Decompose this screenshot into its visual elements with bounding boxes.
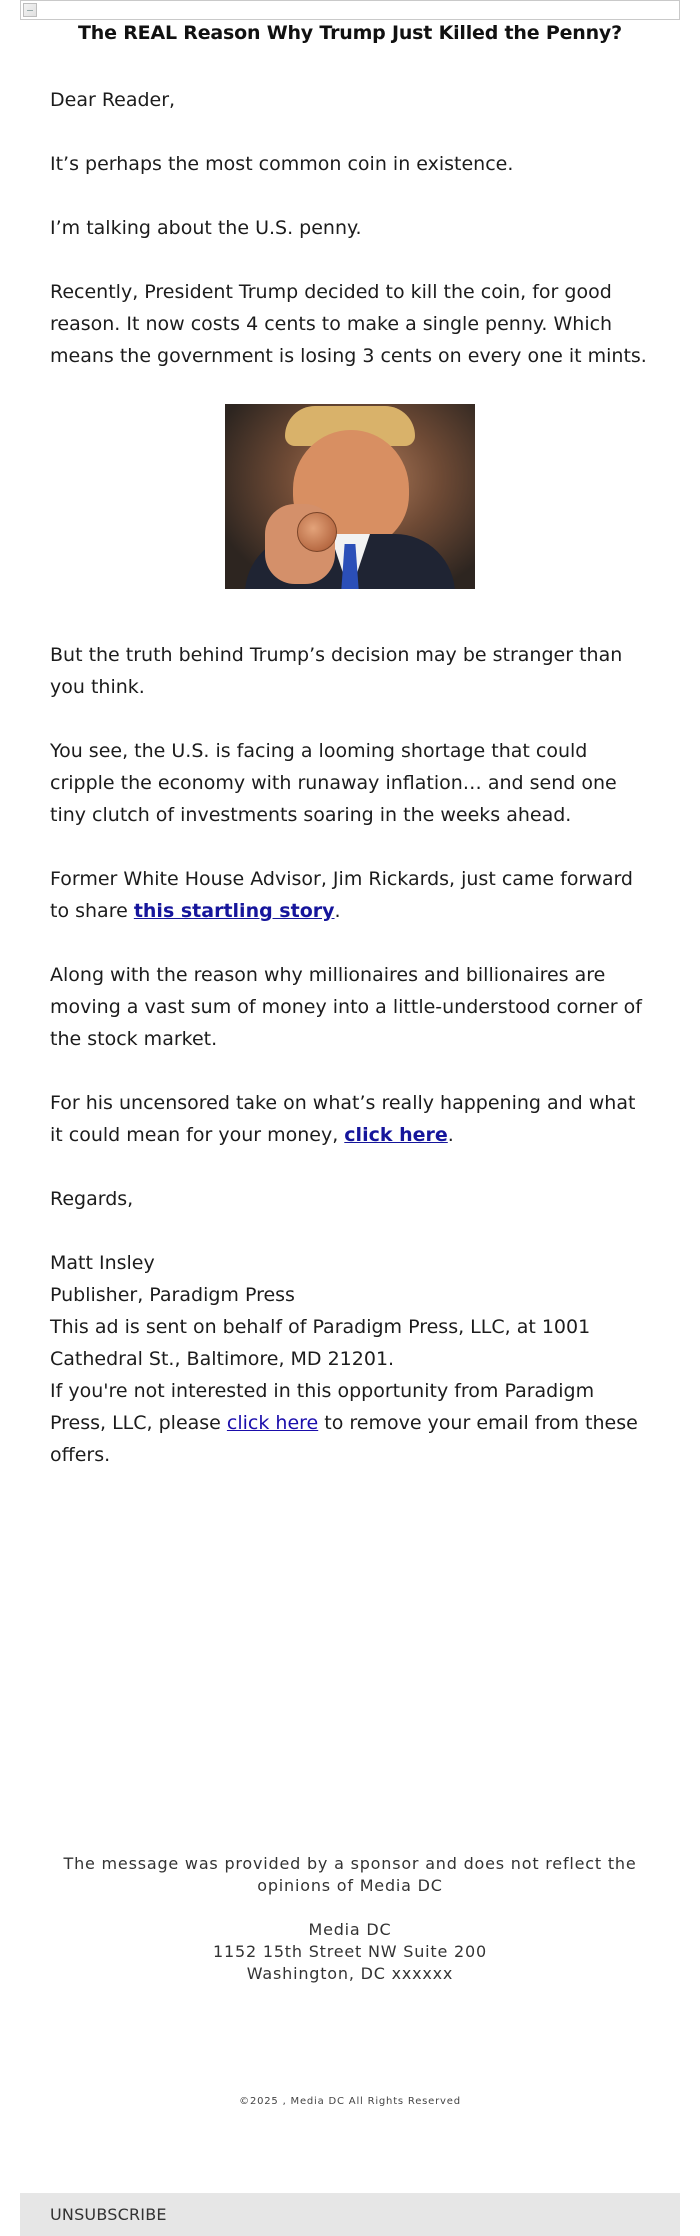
signature-name: Matt Insley bbox=[50, 1252, 155, 1274]
photo-container bbox=[50, 404, 650, 599]
click-here-link[interactable]: click here bbox=[344, 1124, 448, 1146]
paragraph-3: Recently, President Trump decided to kill the coin, for good reason. It now costs 4 cents to make a single penny. Which means the government is losing 3 cents on every one it mints. bbox=[50, 281, 647, 367]
address-line-1: 1152 15th Street NW Suite 200 bbox=[213, 1942, 487, 1961]
penny-coin bbox=[297, 512, 337, 552]
greeting: Dear Reader, bbox=[50, 89, 176, 111]
copyright-notice: ©2025 , Media DC All Rights Reserved bbox=[239, 2096, 461, 2107]
sponsor-note: The message was provided by a sponsor and does not reflect the opinions of Media DC bbox=[63, 1854, 637, 1895]
paragraph-1: It’s perhaps the most common coin in existence. bbox=[50, 153, 514, 175]
unsubscribe-link[interactable]: UNSUBSCRIBE bbox=[50, 2205, 167, 2224]
paragraph-6: Former White House Advisor, Jim Rickards, just came forward to share this startling story. bbox=[50, 868, 633, 922]
ad-disclaimer: This ad is sent on behalf of Paradigm Press, LLC, at 1001 Cathedral St., Baltimore, MD 21201. bbox=[50, 1316, 591, 1370]
unsubscribe-bar bbox=[20, 2193, 680, 2236]
paragraph-5: You see, the U.S. is facing a looming shortage that could cripple the economy with runaway inflation… and send one tiny clutch of investments soaring in the weeks ahead. bbox=[50, 740, 617, 826]
paragraph-4: But the truth behind Trump’s decision may be stranger than you think. bbox=[50, 644, 623, 698]
email-headline: The REAL Reason Why Trump Just Killed the Penny? bbox=[78, 22, 622, 44]
trump-penny-photo[interactable] bbox=[225, 404, 475, 589]
company-address bbox=[60, 1919, 640, 1985]
broken-image-icon bbox=[23, 3, 37, 17]
opt-out-text: If you're not interested in this opportunity from Paradigm Press, LLC, please click here to remove your email from these offers. bbox=[50, 1380, 638, 1466]
regards: Regards, bbox=[50, 1188, 134, 1210]
startling-story-link[interactable]: this startling story bbox=[133, 900, 335, 922]
address-line-2: Washington, DC xxxxxx bbox=[246, 1964, 454, 1983]
email-body bbox=[50, 84, 650, 1471]
paragraph-7: Along with the reason why millionaires and billionaires are moving a vast sum of money into a little-understood corner of the stock market. bbox=[50, 964, 642, 1050]
paragraph-8: For his uncensored take on what’s really happening and what it could mean for your money, click here. bbox=[50, 1092, 636, 1146]
signature-title: Publisher, Paradigm Press bbox=[50, 1284, 295, 1306]
company-name: Media DC bbox=[308, 1920, 392, 1939]
paragraph-2: I’m talking about the U.S. penny. bbox=[50, 217, 362, 239]
header-banner-image[interactable] bbox=[20, 0, 680, 20]
remove-email-link[interactable]: click here bbox=[226, 1412, 319, 1434]
